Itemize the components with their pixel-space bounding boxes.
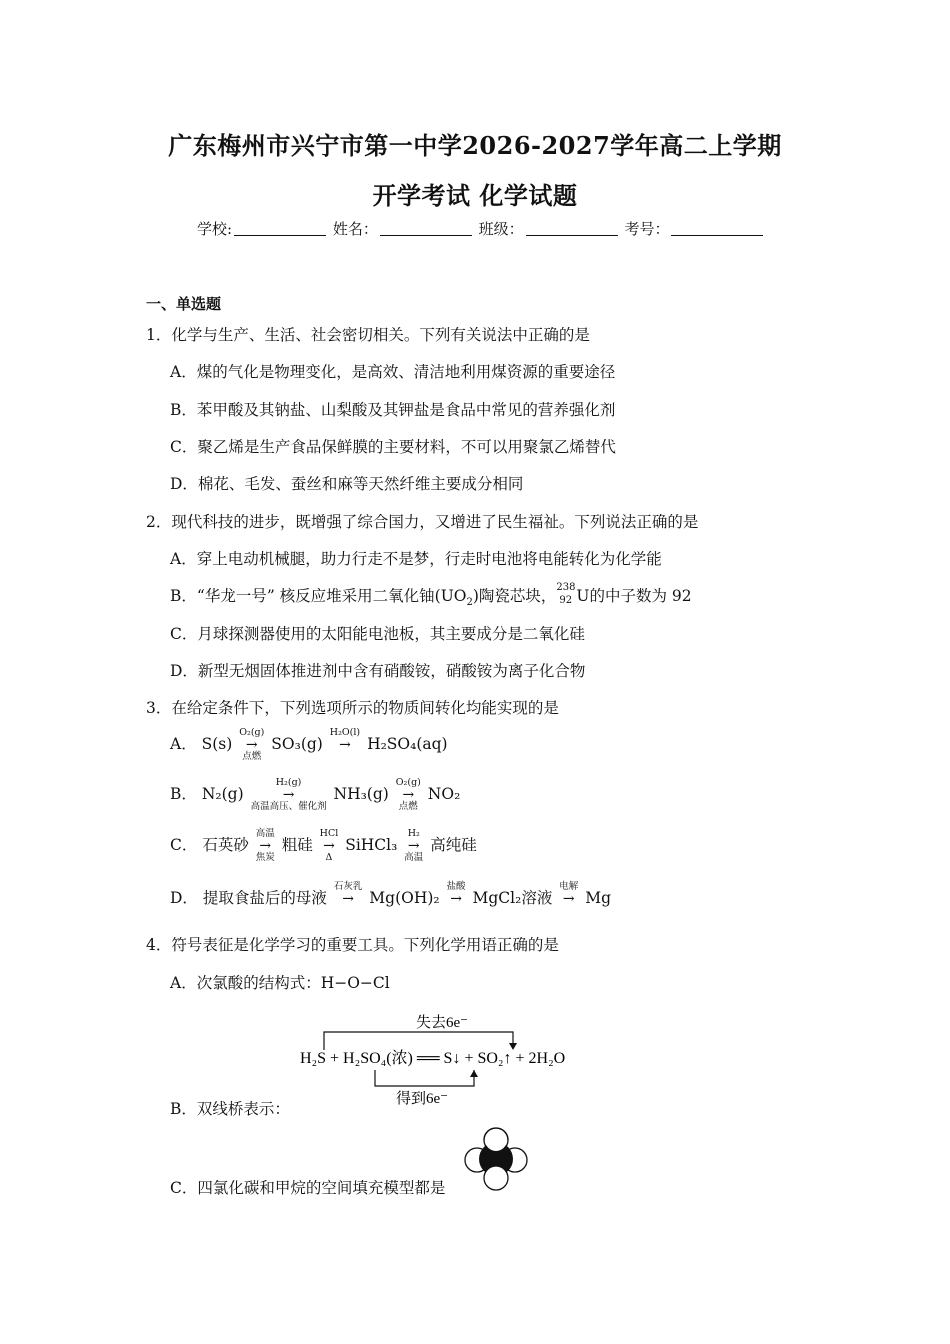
arrow-icon: → <box>339 737 351 753</box>
option-label: D． <box>170 889 198 907</box>
question-4-option-a[interactable]: A．次氯酸的结构式：H−O−Cl <box>170 974 390 992</box>
school-label: 学校: <box>197 220 233 238</box>
question-1-option-d[interactable]: D．棉花、毛发、蚕丝和麻等天然纤维主要成分相同 <box>170 475 524 493</box>
arrow-head-icon <box>509 1043 517 1050</box>
arrow-condition-top: HCl <box>319 828 339 839</box>
class-field[interactable] <box>526 221 618 236</box>
question-2-option-d[interactable]: D．新型无烟固体推进剂中含有硝酸铵，硝酸铵为离子化合物 <box>170 662 586 680</box>
reaction-arrow <box>404 829 423 863</box>
arrow-icon: → <box>259 838 272 854</box>
species: 高纯硅 <box>430 836 477 854</box>
question-3-option-c[interactable] <box>170 829 477 863</box>
arrow-condition-top: 盐酸 <box>446 881 466 892</box>
reaction-arrow <box>330 728 360 762</box>
exam-title-line2: 开学考试 化学试题 <box>372 181 578 210</box>
arrow-icon: → <box>323 838 335 854</box>
question-2-stem: 2．现代科技的进步，既增强了综合国力，又增进了民生福祉。下列说法正确的是 <box>146 513 699 531</box>
question-4-option-c[interactable]: C．四氯化碳和甲烷的空间填充模型都是 <box>170 1179 446 1197</box>
student-info-row <box>197 218 765 239</box>
option-b-mid: )陶瓷芯块， <box>472 587 557 605</box>
arrow-icon: → <box>407 838 420 854</box>
arrow-condition-top: O₂(g) <box>395 777 421 788</box>
atomic-number: 92 <box>559 595 573 606</box>
arrow-icon: → <box>450 891 462 907</box>
name-label: 姓名： <box>332 220 378 238</box>
arrow-condition-bottom: 高温 <box>404 852 424 863</box>
reaction-arrow <box>396 778 421 812</box>
species: S(s) <box>201 735 233 753</box>
redox-equation: H₂S + H₂SO₄(浓) ══ S↓ + SO₂↑ + 2H₂O <box>300 1050 566 1067</box>
species: 粗硅 <box>281 836 313 854</box>
arrow-condition-bottom <box>447 906 466 916</box>
reaction-arrow <box>559 882 578 916</box>
lost-electron-bridge <box>324 1032 513 1050</box>
arrow-condition-bottom <box>330 752 360 762</box>
mass-number: 238 <box>556 582 576 593</box>
arrow-condition-bottom: Δ <box>325 852 333 863</box>
reaction-arrow <box>251 778 327 812</box>
gained-electron-label: 得到6e⁻ <box>396 1091 449 1107</box>
exam-no-field[interactable] <box>671 221 763 236</box>
space-filling-model-icon <box>463 1126 529 1192</box>
arrow-icon: → <box>342 891 354 907</box>
reaction-arrow <box>320 829 339 863</box>
species: SiHCl₃ <box>345 836 398 854</box>
question-1-option-a[interactable]: A．煤的气化是物理变化，是高效、清洁地利用煤资源的重要途径 <box>170 363 616 381</box>
question-1-stem: 1．化学与生产、生活、社会密切相关。下列有关说法中正确的是 <box>146 326 590 344</box>
name-field[interactable] <box>380 221 472 236</box>
option-b-sub: 2 <box>466 597 473 609</box>
class-label: 班级： <box>478 220 524 238</box>
species: NH₃(g) <box>333 785 389 803</box>
question-3-stem: 3．在给定条件下，下列选项所示的物质间转化均能实现的是 <box>146 699 559 717</box>
uranium-isotope-notation <box>556 582 576 606</box>
arrow-condition-top: H₂ <box>407 828 420 839</box>
gained-electron-bridge <box>375 1070 474 1086</box>
arrow-icon: → <box>282 787 295 803</box>
species: 提取食盐后的母液 <box>202 889 327 907</box>
section-heading: 一、单选题 <box>146 295 222 313</box>
species: Mg(OH)₂ <box>369 889 440 907</box>
arrow-head-icon <box>470 1070 478 1077</box>
species: 石英砂 <box>202 836 249 854</box>
species: N₂(g) <box>201 785 244 803</box>
reaction-arrow <box>447 882 466 916</box>
question-3-option-a[interactable] <box>170 728 448 762</box>
reaction-arrow <box>239 728 264 762</box>
arrow-condition-top: H₂(g) <box>275 777 302 788</box>
question-3-option-b[interactable] <box>170 778 460 812</box>
arrow-condition-bottom: 焦炭 <box>255 852 275 863</box>
arrow-condition-bottom: 点燃 <box>398 801 418 812</box>
arrow-condition-top: O₂(g) <box>239 727 265 738</box>
species: MgCl₂溶液 <box>472 889 553 907</box>
species: NO₂ <box>427 785 461 803</box>
species: Mg <box>585 889 612 907</box>
arrow-icon: → <box>402 787 415 803</box>
species: H₂SO₄(aq) <box>367 735 448 753</box>
arrow-icon: → <box>245 737 258 753</box>
question-2-option-b[interactable] <box>170 584 692 608</box>
exam-title-line1: 广东梅州市兴宁市第一中学2026-2027学年高二上学期 <box>168 131 782 160</box>
option-label: C． <box>170 836 198 854</box>
question-2-option-a[interactable]: A．穿上电动机械腿，助力行走不是梦，行走时电池将电能转化为化学能 <box>170 550 662 568</box>
arrow-condition-bottom <box>334 906 363 916</box>
arrow-icon: → <box>562 891 575 907</box>
arrow-condition-top: H₂O(l) <box>329 727 361 738</box>
species: SO₃(g) <box>271 735 323 753</box>
option-b-suffix: U的中子数为 92 <box>576 587 692 605</box>
arrow-condition-top: 石灰乳 <box>333 881 363 892</box>
question-1-option-c[interactable]: C．聚乙烯是生产食品保鲜膜的主要材料，不可以用聚氯乙烯替代 <box>170 438 616 456</box>
double-bridge-diagram <box>296 1010 626 1110</box>
option-b-prefix: B．“华龙一号” 核反应堆采用二氧化铀(UO <box>170 587 467 605</box>
arrow-condition-bottom: 点燃 <box>242 751 262 762</box>
option-label: B． <box>170 785 197 803</box>
lost-electron-label: 失去6e⁻ <box>416 1015 469 1031</box>
question-4-stem: 4．符号表征是化学学习的重要工具。下列化学用语正确的是 <box>146 936 559 954</box>
option-label: A． <box>170 735 197 753</box>
question-1-option-b[interactable]: B．苯甲酸及其钠盐、山梨酸及其钾盐是食品中常见的营养强化剂 <box>170 401 616 419</box>
question-4-option-b[interactable]: B．双线桥表示： <box>170 1100 290 1118</box>
arrow-condition-bottom <box>559 906 578 916</box>
school-field[interactable] <box>234 221 326 236</box>
arrow-condition-top: 高温 <box>255 828 275 839</box>
question-3-option-d[interactable] <box>170 882 611 916</box>
reaction-arrow <box>334 882 363 916</box>
reaction-arrow <box>256 829 275 863</box>
question-2-option-c[interactable]: C．月球探测器使用的太阳能电池板，其主要成分是二氧化硅 <box>170 625 585 643</box>
arrow-condition-bottom: 高温高压、催化剂 <box>250 801 327 812</box>
exam-no-label: 考号： <box>624 220 670 238</box>
arrow-condition-top: 电解 <box>559 881 579 892</box>
